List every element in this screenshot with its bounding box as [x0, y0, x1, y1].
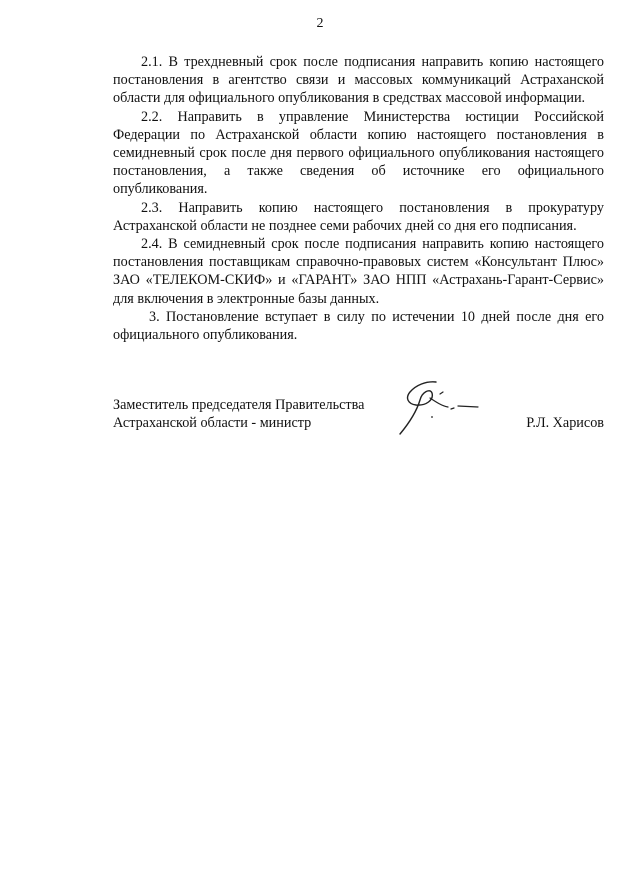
handwritten-signature: [396, 376, 486, 440]
paragraph-2-2: 2.2. Направить в управление Министерства юстиции Российской Федерации по Астраханской области копию настоящего постановления в семидневный срок после дня первого официального опубликования настоящего постановления, а также сведения об источнике его официального опубликования.: [113, 108, 604, 198]
paragraph-2-1: 2.1. В трехдневный срок после подписания направить копию настоящего постановления в агентство связи и массовых коммуникаций Астраханской области для официального опубликования в средствах массовой информации.: [113, 54, 604, 107]
paragraph-2-3: 2.3. Направить копию настоящего постановления в прокуратуру Астраханской области не позднее семи рабочих дней со дня его подписания.: [113, 199, 604, 234]
signer-title-line-2: Астраханской области - министр: [113, 415, 312, 432]
signature-block: [113, 396, 604, 456]
page-number: 2: [316, 16, 324, 31]
signer-title-line-1: Заместитель председателя Правительства: [113, 397, 365, 413]
paragraph-3: 3. Постановление вступает в силу по истечении 10 дней после дня его официального опубликования.: [113, 308, 604, 344]
document-body: [113, 53, 604, 344]
signer-name: Р.Л. Харисов: [526, 415, 604, 431]
paragraph-2-4: 2.4. В семидневный срок после подписания направить копию настоящего постановления поставщикам справочно-правовых систем «Консультант Плюс» ЗАО «ТЕЛЕКОМ-СКИФ» и «ГАРАНТ» ЗАО НПП «Астрахань-Гарант-Сервис» для включения в электронные базы данных.: [113, 236, 604, 307]
signer-title: [113, 396, 364, 432]
